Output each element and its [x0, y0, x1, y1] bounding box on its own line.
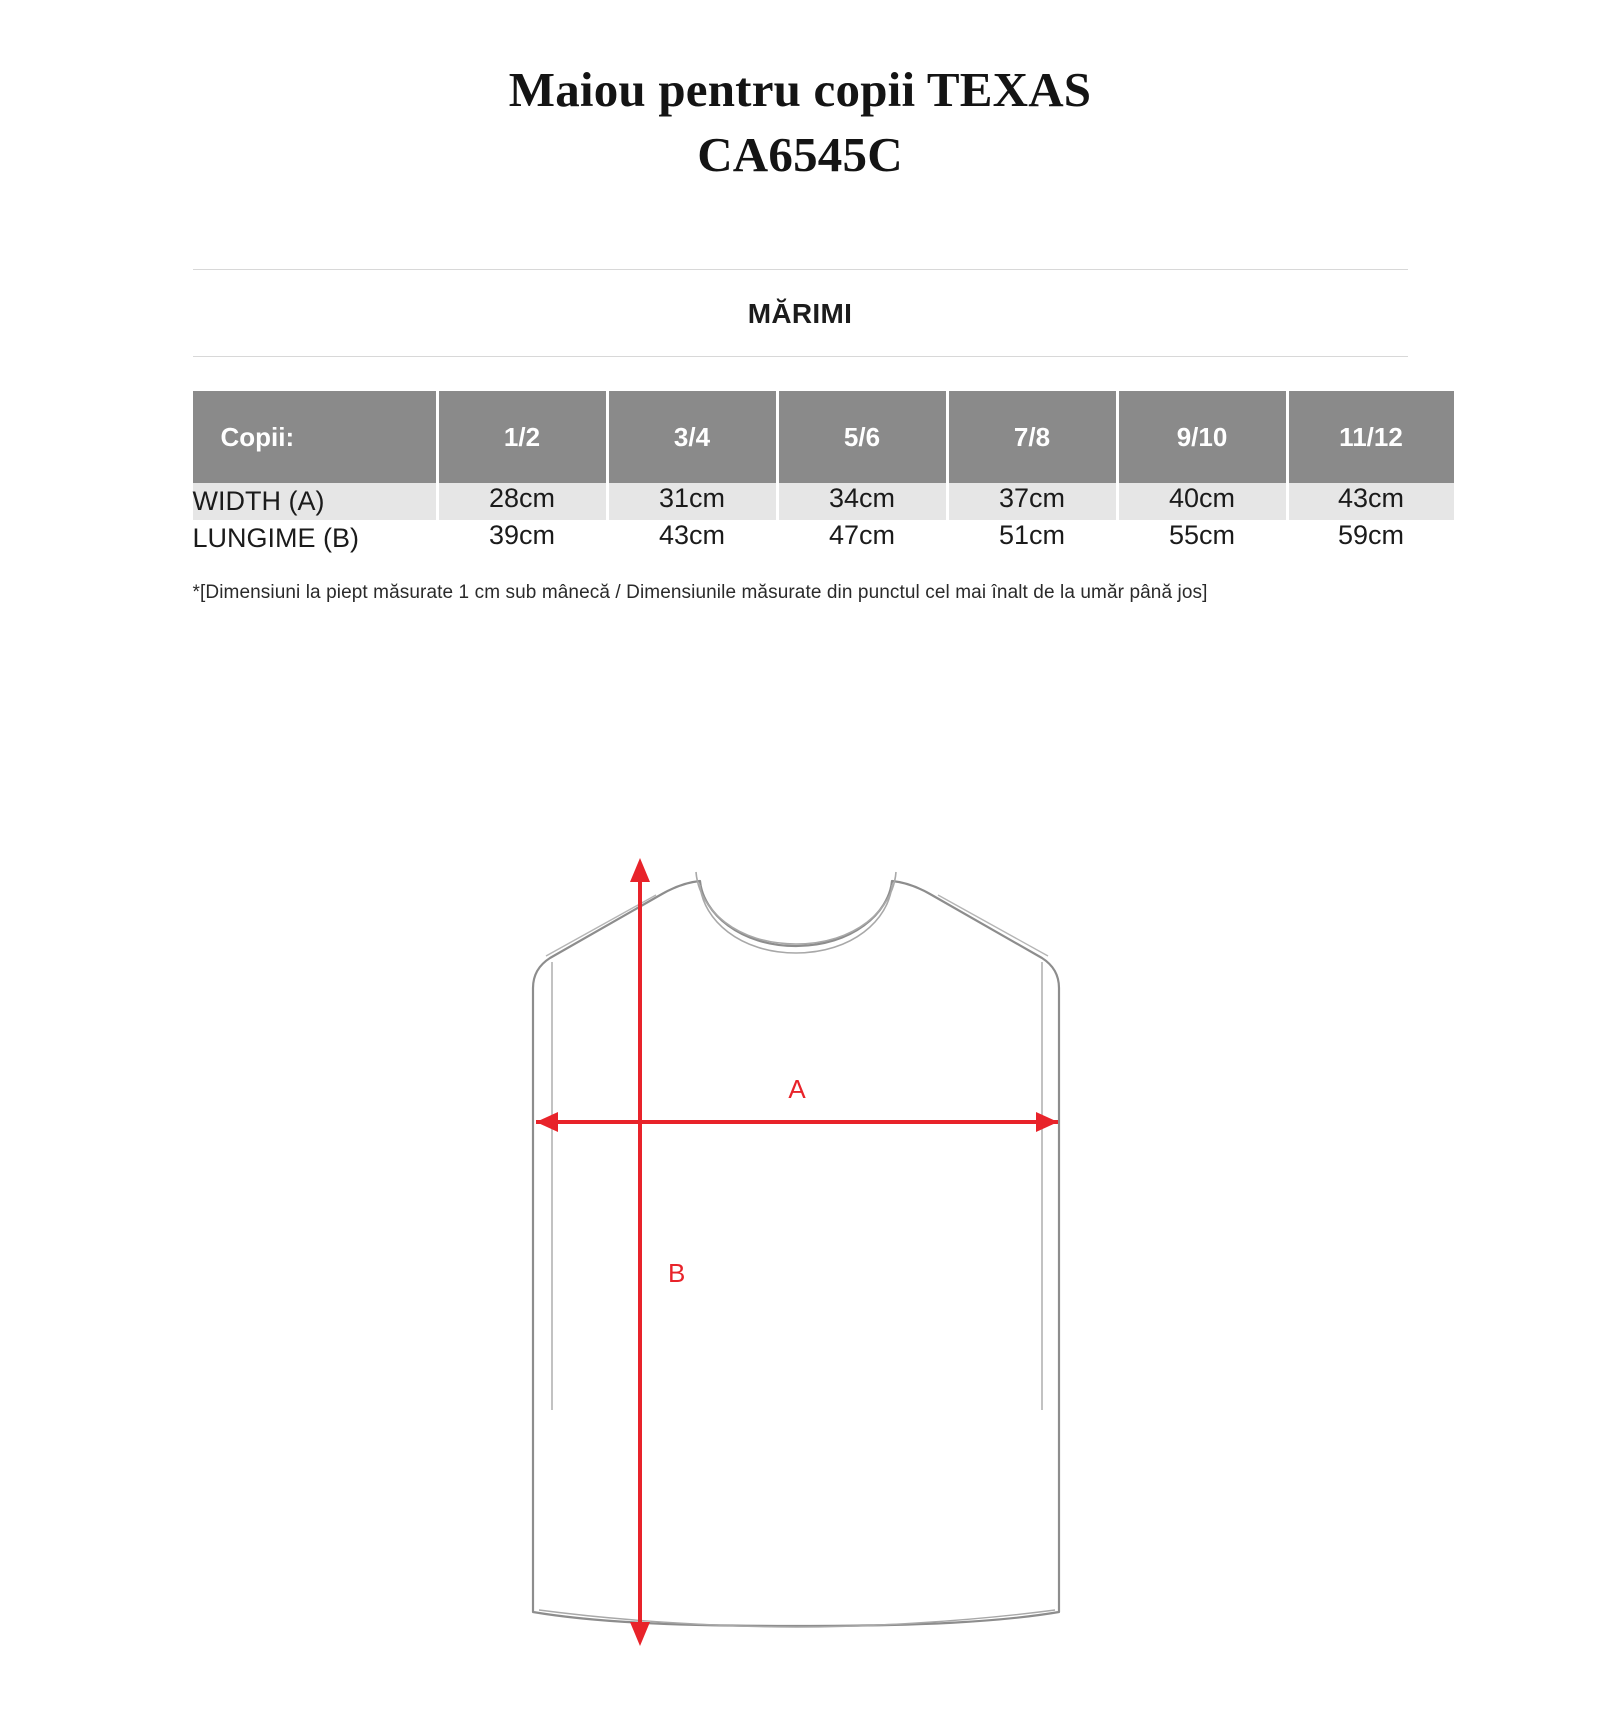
row-label-length: LUNGIME (B) [193, 520, 438, 556]
row-label-width: WIDTH (A) [193, 483, 438, 519]
table-row [193, 520, 1454, 556]
size-table-section [193, 269, 1408, 604]
cell-length-3: 47cm [777, 520, 947, 556]
size-table-heading: MĂRIMI [193, 269, 1408, 357]
column-header-size-2: 3/4 [607, 391, 777, 483]
cell-width-1: 28cm [437, 483, 607, 519]
cell-length-2: 43cm [607, 520, 777, 556]
column-header-size-6: 11/12 [1287, 391, 1454, 483]
size-table-head [193, 391, 1454, 483]
cell-length-6: 59cm [1287, 520, 1454, 556]
cell-width-4: 37cm [947, 483, 1117, 519]
table-row [193, 483, 1454, 519]
table-header-row [193, 391, 1454, 483]
garment-illustration [0, 850, 1600, 1710]
tank-top-diagram [300, 850, 1300, 1710]
column-header-size-3: 5/6 [777, 391, 947, 483]
tank-top-outline-icon [533, 881, 1059, 1626]
column-header-size-5: 9/10 [1117, 391, 1287, 483]
cell-length-5: 55cm [1117, 520, 1287, 556]
cell-length-1: 39cm [437, 520, 607, 556]
cell-width-6: 43cm [1287, 483, 1454, 519]
cell-width-5: 40cm [1117, 483, 1287, 519]
column-header-size-4: 7/8 [947, 391, 1117, 483]
cell-width-3: 34cm [777, 483, 947, 519]
size-table-body [193, 483, 1454, 556]
size-table [193, 391, 1454, 556]
column-header-size-1: 1/2 [437, 391, 607, 483]
length-label: B [668, 1258, 686, 1288]
width-label: A [788, 1074, 806, 1104]
cell-width-2: 31cm [607, 483, 777, 519]
cell-length-4: 51cm [947, 520, 1117, 556]
page-title [0, 0, 1600, 187]
measurement-footnote: *[Dimensiuni la piept măsurate 1 cm sub mânecă / Dimensiunile măsurate din punctul cel mai înalt de la umăr până jos] [192, 582, 1208, 604]
page-title-line-1: Maiou pentru copii TEXAS [508, 62, 1092, 117]
column-header-group: Copii: [193, 391, 438, 483]
page-title-line-2: CA6545C [697, 126, 903, 182]
